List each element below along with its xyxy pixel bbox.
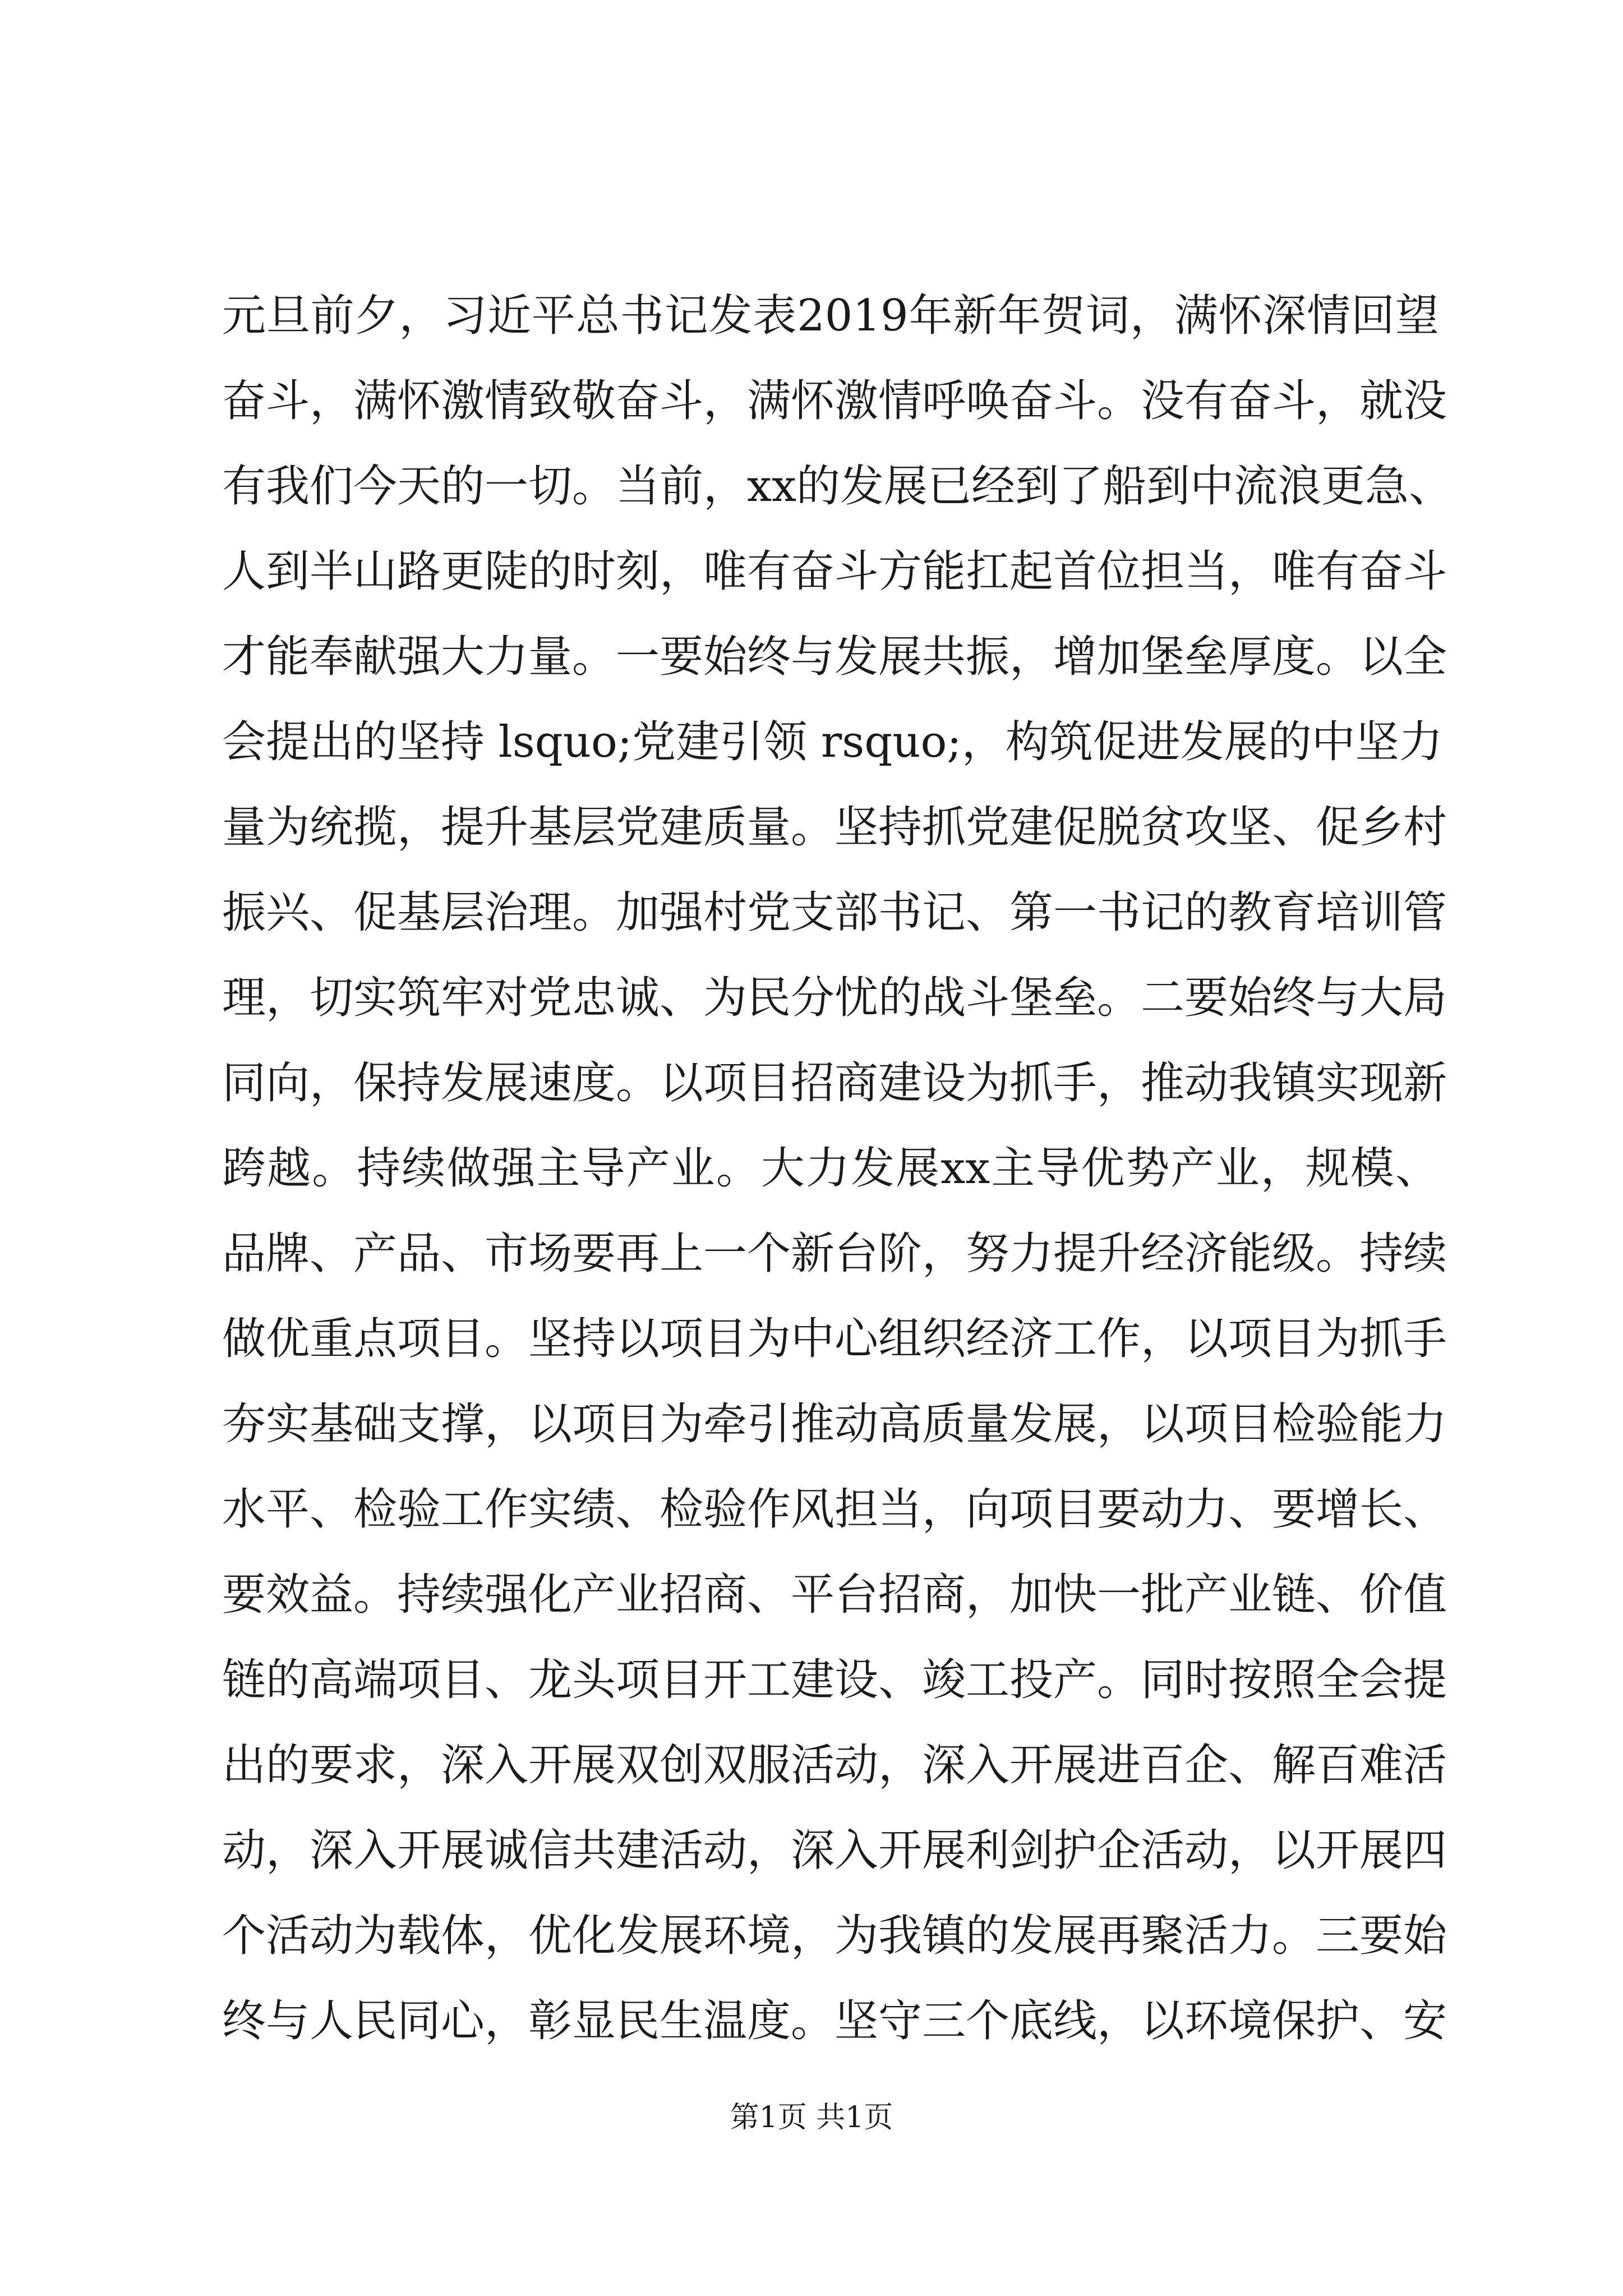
page-number: 第1页 共1页	[730, 2101, 893, 2134]
text-line: 水平、检验工作实绩、检验作风担当，向项目要动力、要增长、	[222, 1484, 1447, 1535]
text-line: 元旦前夕，习近平总书记发表2019年新年贺词，满怀深情回望	[222, 291, 1439, 341]
page-footer	[0, 2098, 1623, 2137]
text-line: 有我们今天的一切。当前，xx的发展已经到了船到中流浪更急、	[222, 461, 1453, 512]
text-line: 链的高端项目、龙头项目开工建设、竣工投产。同时按照全会提	[222, 1655, 1447, 1705]
text-line: 理，切实筑牢对党忠诚、为民分忧的战斗堡垒。二要始终与大局	[222, 973, 1447, 1023]
text-line: 奋斗，满怀激情致敬奋斗，满怀激情呼唤奋斗。没有奋斗，就没	[222, 376, 1447, 426]
text-line: 振兴、促基层治理。加强村党支部书记、第一书记的教育培训管	[222, 887, 1447, 938]
text-line: 才能奉献强大力量。一要始终与发展共振，增加堡垒厚度。以全	[222, 632, 1447, 682]
text-line: 同向，保持发展速度。以项目招商建设为抓手，推动我镇实现新	[222, 1058, 1447, 1108]
text-line: 夯实基础支撑，以项目为牵引推动高质量发展，以项目检验能力	[222, 1399, 1447, 1450]
text-line: 出的要求，深入开展双创双服活动，深入开展进百企、解百难活	[222, 1740, 1447, 1791]
text-line: 终与人民同心，彰显民生温度。坚守三个底线，以环境保护、安	[222, 1996, 1447, 2046]
text-line: 人到半山路更陡的时刻，唯有奋斗方能扛起首位担当，唯有奋斗	[222, 546, 1447, 597]
text-line: 做优重点项目。坚持以项目为中心组织经济工作，以项目为抓手	[222, 1314, 1447, 1364]
text-line: 个活动为载体，优化发展环境，为我镇的发展再聚活力。三要始	[222, 1911, 1447, 1961]
body-paragraph	[222, 273, 1453, 2064]
text-line: 量为统揽，提升基层党建质量。坚持抓党建促脱贫攻坚、促乡村	[222, 802, 1447, 853]
text-line: 会提出的坚持 lsquo;党建引领 rsquo;，构筑促进发展的中坚力	[222, 717, 1443, 767]
text-line: 跨越。持续做强主导产业。大力发展xx主导优势产业，规模、	[222, 1143, 1439, 1194]
text-line: 要效益。持续强化产业招商、平台招商，加快一批产业链、价值	[222, 1570, 1447, 1620]
text-line: 品牌、产品、市场要再上一个新台阶，努力提升经济能级。持续	[222, 1228, 1447, 1279]
text-line: 动，深入开展诚信共建活动，深入开展利剑护企活动，以开展四	[222, 1825, 1447, 1876]
